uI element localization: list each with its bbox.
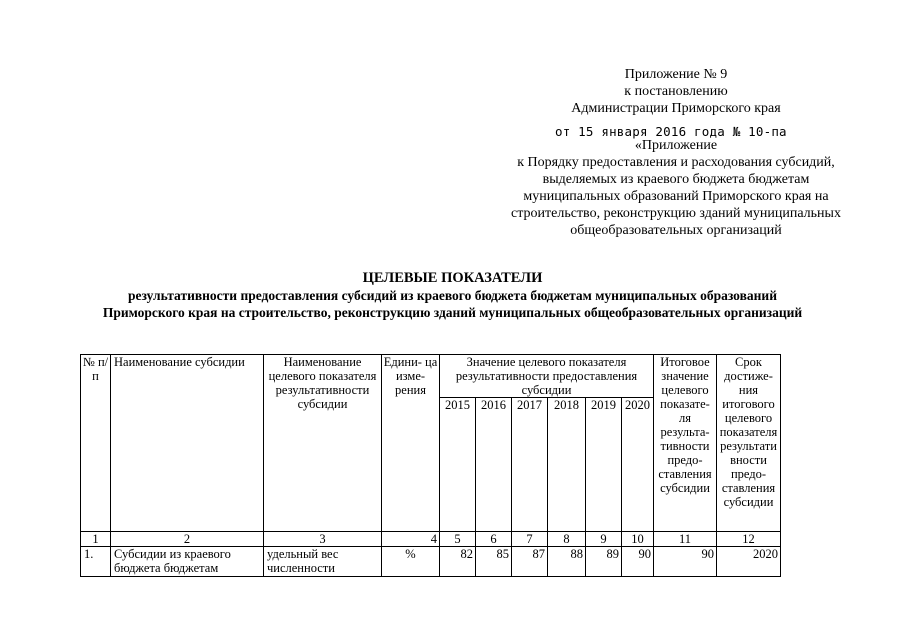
document-subtitle-2: Приморского края на строительство, реконструкцию зданий муниципальных общеобразовательных организаций xyxy=(102,305,803,320)
column-number: 9 xyxy=(586,532,622,547)
header-total-value: Итоговое значение целевого показате- ля результа- тивности предо- ставления субсидии xyxy=(654,355,717,532)
appendix-line-6: общеобразовательных организаций xyxy=(570,223,782,238)
annex-line-3: Администрации Приморского края xyxy=(571,101,781,116)
row-term: 2020 xyxy=(717,547,781,577)
column-number: 11 xyxy=(654,532,717,547)
column-number: 6 xyxy=(476,532,512,547)
header-unit: Едини- ца изме- рения xyxy=(382,355,440,532)
row-value-2018: 88 xyxy=(548,547,586,577)
header-year: 2019 xyxy=(586,398,622,532)
annex-line-2: к постановлению xyxy=(624,84,728,99)
appendix-line-1: «Приложение xyxy=(634,138,718,153)
row-unit: % xyxy=(382,547,440,577)
document-subtitle-1: результативности предоставления субсидий из краевого бюджета бюджетам муниципальных образований xyxy=(128,288,777,303)
appendix-line-2: к Порядку предоставления и расходования субсидий, xyxy=(517,155,835,170)
row-total-value: 90 xyxy=(654,547,717,577)
header-number: № п/п xyxy=(81,355,111,532)
column-number: 1 xyxy=(81,532,111,547)
row-value-2020: 90 xyxy=(622,547,654,577)
annex-line-1: Приложение № 9 xyxy=(624,67,728,82)
column-number: 2 xyxy=(111,532,264,547)
row-number: 1. xyxy=(81,547,111,577)
header-achievement-term: Срок достиже- ния итогового целевого показателя результати вности предо- ставления субсидии xyxy=(717,355,781,532)
appendix-line-5: строительство, реконструкцию зданий муниципальных xyxy=(511,206,841,221)
column-number: 3 xyxy=(264,532,382,547)
header-year: 2015 xyxy=(440,398,476,532)
header-year: 2020 xyxy=(622,398,654,532)
row-indicator-name: удельный вес численности xyxy=(264,547,382,577)
header-year: 2016 xyxy=(476,398,512,532)
appendix-line-4: муниципальных образований Приморского края на xyxy=(523,189,829,204)
column-number: 4 xyxy=(382,532,440,547)
indicators-table xyxy=(80,354,781,577)
column-number: 7 xyxy=(512,532,548,547)
date-stamp: от 15 января 2016 года № 10-па xyxy=(555,124,787,139)
row-value-2017: 87 xyxy=(512,547,548,577)
column-number: 10 xyxy=(622,532,654,547)
column-numbers-row xyxy=(81,532,781,547)
document-title: ЦЕЛЕВЫЕ ПОКАЗАТЕЛИ xyxy=(362,270,543,286)
column-number: 5 xyxy=(440,532,476,547)
appendix-line-3: выделяемых из краевого бюджета бюджетам xyxy=(542,172,810,187)
row-value-2015: 82 xyxy=(440,547,476,577)
table-row xyxy=(81,547,781,577)
row-value-2019: 89 xyxy=(586,547,622,577)
column-number: 12 xyxy=(717,532,781,547)
header-subsidy-name: Наименование субсидии xyxy=(111,355,264,532)
row-subsidy-name: Субсидии из краевого бюджета бюджетам xyxy=(111,547,264,577)
header-year: 2017 xyxy=(512,398,548,532)
header-year: 2018 xyxy=(548,398,586,532)
header-indicator-name: Наименование целевого показателя результативности субсидии xyxy=(264,355,382,532)
column-number: 8 xyxy=(548,532,586,547)
row-value-2016: 85 xyxy=(476,547,512,577)
header-indicator-value: Значение целевого показателя результативности предоставления субсидии xyxy=(440,355,654,398)
